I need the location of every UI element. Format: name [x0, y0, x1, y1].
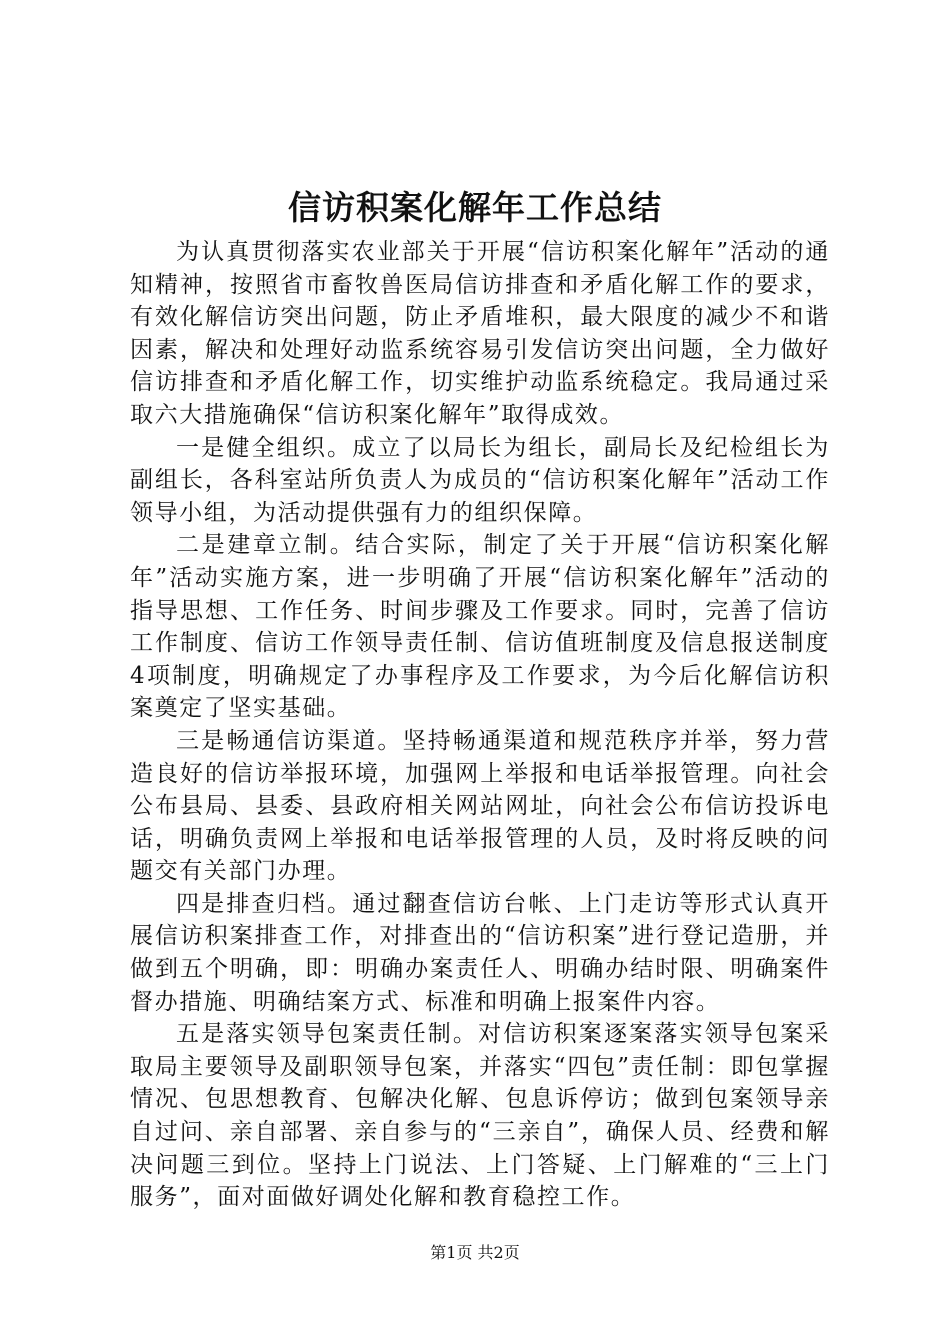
- page-number-footer: 第1页 共2页: [430, 1243, 520, 1262]
- document-title: 信访积案化解年工作总结: [288, 188, 662, 227]
- document-body: [130, 236, 830, 1214]
- paragraph-regulations: 二是建章立制。结合实际，制定了关于开展“信访积案化解年”活动实施方案，进一步明确了开展“信访积案化解年”活动的指导思想、工作任务、时间步骤及工作要求。同时，完善了信访工作制度、信访工作领导责任制、信访值班制度及信息报送制度4项制度，明确规定了办事程序及工作要求，为今后化解信访积案奠定了坚实基础。: [130, 532, 830, 722]
- paragraph-intro: 为认真贯彻落实农业部关于开展“信访积案化解年”活动的通知精神，按照省市畜牧兽医局信访排查和矛盾化解工作的要求，有效化解信访突出问题，防止矛盾堆积，最大限度的减少不和谐因素，解决和处理好动监系统容易引发信访突出问题，全力做好信访排查和矛盾化解工作，切实维护动监系统稳定。我局通过采取六大措施确保“信访积案化解年”取得成效。: [130, 239, 830, 428]
- paragraph-organization: 一是健全组织。成立了以局长为组长，副局长及纪检组长为副组长，各科室站所负责人为成员的“信访积案化解年”活动工作领导小组，为活动提供强有力的组织保障。: [130, 434, 830, 526]
- paragraph-channels: 三是畅通信访渠道。坚持畅通渠道和规范秩序并举，努力营造良好的信访举报环境，加强网上举报和电话举报管理。向社会公布县局、县委、县政府相关网站网址，向社会公布信访投诉电话，明确负责网上举报和电话举报管理的人员，及时将反映的问题交有关部门办理。: [130, 727, 830, 885]
- paragraph-responsibility: 五是落实领导包案责任制。对信访积案逐案落实领导包案采取局主要领导及副职领导包案，并落实“四包”责任制：即包掌握情况、包思想教育、包解决化解、包息诉停访；做到包案领导亲自过问、亲自部署、亲自参与的“三亲自”，确保人员、经费和解决问题三到位。坚持上门说法、上门答疑、上门解难的“三上门服务”，面对面做好调处化解和教育稳控工作。: [130, 1021, 830, 1211]
- paragraph-archiving: 四是排查归档。通过翻查信访台帐、上门走访等形式认真开展信访积案排查工作，对排查出的“信访积案”进行登记造册，并做到五个明确，即：明确办案责任人、明确办结时限、明确案件督办措施、明确结案方式、标准和明确上报案件内容。: [130, 890, 830, 1015]
